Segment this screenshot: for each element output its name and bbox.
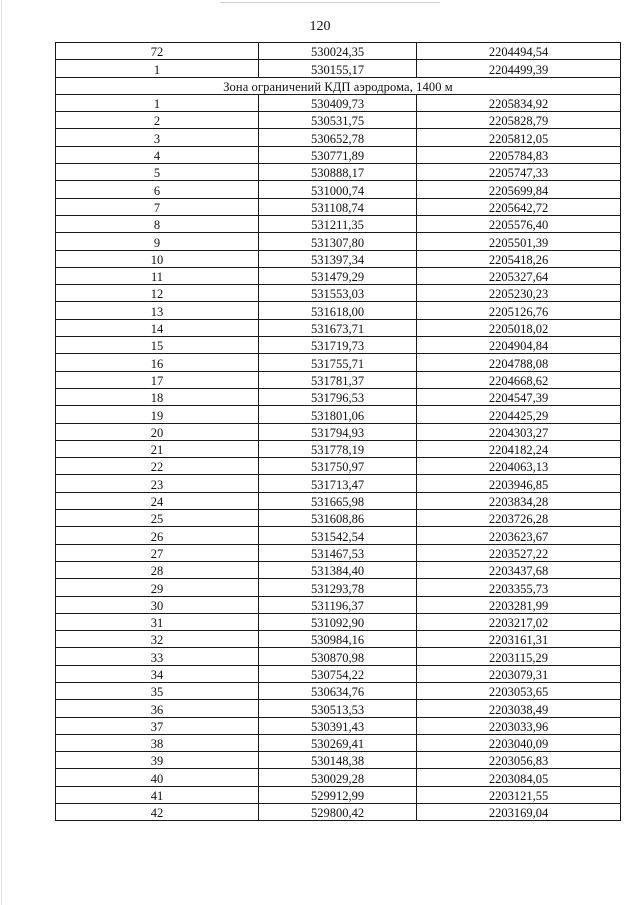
y-coordinate-cell: 2203281,99 xyxy=(417,596,621,613)
point-number-cell: 19 xyxy=(56,406,259,423)
table-row xyxy=(56,734,621,751)
y-coordinate-cell: 2204494,54 xyxy=(417,43,621,60)
x-coordinate-cell: 531618,00 xyxy=(259,302,417,319)
y-coordinate-cell: 2204788,08 xyxy=(417,354,621,371)
zone-title: Зона ограничений КДП аэродрома, 1400 м xyxy=(56,77,621,94)
table-row xyxy=(56,94,621,111)
point-number-cell: 35 xyxy=(56,682,259,699)
table-row xyxy=(56,665,621,682)
y-coordinate-cell: 2203040,09 xyxy=(417,734,621,751)
point-number-cell: 20 xyxy=(56,423,259,440)
point-number-cell: 42 xyxy=(56,804,259,821)
point-number-cell: 1 xyxy=(56,94,259,111)
y-coordinate-cell: 2204063,13 xyxy=(417,458,621,475)
table-row xyxy=(56,752,621,769)
table-row xyxy=(56,198,621,215)
table-row xyxy=(56,423,621,440)
x-coordinate-cell: 531092,90 xyxy=(259,613,417,630)
point-number-cell: 41 xyxy=(56,786,259,803)
x-coordinate-cell: 531778,19 xyxy=(259,440,417,457)
y-coordinate-cell: 2205642,72 xyxy=(417,198,621,215)
y-coordinate-cell: 2203033,96 xyxy=(417,717,621,734)
table-row xyxy=(56,181,621,198)
x-coordinate-cell: 530155,17 xyxy=(259,60,417,77)
x-coordinate-cell: 530409,73 xyxy=(259,94,417,111)
table-row xyxy=(56,302,621,319)
y-coordinate-cell: 2204182,24 xyxy=(417,440,621,457)
y-coordinate-cell: 2204547,39 xyxy=(417,388,621,405)
x-coordinate-cell: 531796,53 xyxy=(259,388,417,405)
y-coordinate-cell: 2204904,84 xyxy=(417,337,621,354)
x-coordinate-cell: 531801,06 xyxy=(259,406,417,423)
point-number-cell: 36 xyxy=(56,700,259,717)
table-row xyxy=(56,112,621,129)
point-number-cell: 1 xyxy=(56,60,259,77)
table-row xyxy=(56,510,621,527)
x-coordinate-cell: 530269,41 xyxy=(259,734,417,751)
point-number-cell: 29 xyxy=(56,579,259,596)
table-row xyxy=(56,60,621,77)
point-number-cell: 37 xyxy=(56,717,259,734)
point-number-cell: 22 xyxy=(56,458,259,475)
point-number-cell: 34 xyxy=(56,665,259,682)
x-coordinate-cell: 530984,16 xyxy=(259,631,417,648)
x-coordinate-cell: 531384,40 xyxy=(259,561,417,578)
point-number-cell: 8 xyxy=(56,215,259,232)
point-number-cell: 14 xyxy=(56,319,259,336)
x-coordinate-cell: 531397,34 xyxy=(259,250,417,267)
x-coordinate-cell: 529800,42 xyxy=(259,804,417,821)
y-coordinate-cell: 2205747,33 xyxy=(417,164,621,181)
y-coordinate-cell: 2203623,67 xyxy=(417,527,621,544)
table-row xyxy=(56,613,621,630)
x-coordinate-cell: 530754,22 xyxy=(259,665,417,682)
y-coordinate-cell: 2205812,05 xyxy=(417,129,621,146)
point-number-cell: 9 xyxy=(56,233,259,250)
y-coordinate-cell: 2203437,68 xyxy=(417,561,621,578)
y-coordinate-cell: 2204668,62 xyxy=(417,371,621,388)
table-row xyxy=(56,786,621,803)
y-coordinate-cell: 2203355,73 xyxy=(417,579,621,596)
y-coordinate-cell: 2204303,27 xyxy=(417,423,621,440)
x-coordinate-cell: 530531,75 xyxy=(259,112,417,129)
x-coordinate-cell: 531713,47 xyxy=(259,475,417,492)
point-number-cell: 16 xyxy=(56,354,259,371)
rows-zone xyxy=(56,94,621,820)
x-coordinate-cell: 530870,98 xyxy=(259,648,417,665)
y-coordinate-cell: 2203056,83 xyxy=(417,752,621,769)
x-coordinate-cell: 531000,74 xyxy=(259,181,417,198)
coordinates-table xyxy=(55,42,621,821)
point-number-cell: 11 xyxy=(56,267,259,284)
point-number-cell: 39 xyxy=(56,752,259,769)
table-row xyxy=(56,146,621,163)
point-number-cell: 12 xyxy=(56,285,259,302)
scan-left-edge xyxy=(1,0,2,905)
point-number-cell: 10 xyxy=(56,250,259,267)
y-coordinate-cell: 2203161,31 xyxy=(417,631,621,648)
zone-header-row xyxy=(56,77,621,94)
x-coordinate-cell: 530391,43 xyxy=(259,717,417,734)
x-coordinate-cell: 531719,73 xyxy=(259,337,417,354)
table-row xyxy=(56,164,621,181)
point-number-cell: 21 xyxy=(56,440,259,457)
point-number-cell: 5 xyxy=(56,164,259,181)
x-coordinate-cell: 530634,76 xyxy=(259,682,417,699)
point-number-cell: 38 xyxy=(56,734,259,751)
point-number-cell: 17 xyxy=(56,371,259,388)
point-number-cell: 23 xyxy=(56,475,259,492)
y-coordinate-cell: 2203084,05 xyxy=(417,769,621,786)
table-row xyxy=(56,319,621,336)
x-coordinate-cell: 531781,37 xyxy=(259,371,417,388)
point-number-cell: 24 xyxy=(56,492,259,509)
y-coordinate-cell: 2205418,26 xyxy=(417,250,621,267)
point-number-cell: 33 xyxy=(56,648,259,665)
y-coordinate-cell: 2205501,39 xyxy=(417,233,621,250)
y-coordinate-cell: 2203038,49 xyxy=(417,700,621,717)
y-coordinate-cell: 2204425,29 xyxy=(417,406,621,423)
y-coordinate-cell: 2203115,29 xyxy=(417,648,621,665)
table-row xyxy=(56,250,621,267)
table-row xyxy=(56,579,621,596)
y-coordinate-cell: 2203726,28 xyxy=(417,510,621,527)
x-coordinate-cell: 531467,53 xyxy=(259,544,417,561)
x-coordinate-cell: 531608,86 xyxy=(259,510,417,527)
point-number-cell: 72 xyxy=(56,43,259,60)
y-coordinate-cell: 2203053,65 xyxy=(417,682,621,699)
table-row xyxy=(56,215,621,232)
table-row xyxy=(56,561,621,578)
point-number-cell: 6 xyxy=(56,181,259,198)
point-number-cell: 13 xyxy=(56,302,259,319)
y-coordinate-cell: 2205126,76 xyxy=(417,302,621,319)
table-row xyxy=(56,43,621,60)
y-coordinate-cell: 2203121,55 xyxy=(417,786,621,803)
x-coordinate-cell: 530652,78 xyxy=(259,129,417,146)
table-row xyxy=(56,371,621,388)
point-number-cell: 3 xyxy=(56,129,259,146)
y-coordinate-cell: 2203079,31 xyxy=(417,665,621,682)
table-row xyxy=(56,700,621,717)
x-coordinate-cell: 531553,03 xyxy=(259,285,417,302)
point-number-cell: 2 xyxy=(56,112,259,129)
table-row xyxy=(56,648,621,665)
x-coordinate-cell: 529912,99 xyxy=(259,786,417,803)
x-coordinate-cell: 531750,97 xyxy=(259,458,417,475)
point-number-cell: 30 xyxy=(56,596,259,613)
x-coordinate-cell: 530024,35 xyxy=(259,43,417,60)
table-row xyxy=(56,233,621,250)
table-row xyxy=(56,440,621,457)
x-coordinate-cell: 531108,74 xyxy=(259,198,417,215)
y-coordinate-cell: 2204499,39 xyxy=(417,60,621,77)
x-coordinate-cell: 531211,35 xyxy=(259,215,417,232)
table-row xyxy=(56,267,621,284)
point-number-cell: 4 xyxy=(56,146,259,163)
table-row xyxy=(56,631,621,648)
y-coordinate-cell: 2203217,02 xyxy=(417,613,621,630)
y-coordinate-cell: 2205834,92 xyxy=(417,94,621,111)
table-row xyxy=(56,492,621,509)
x-coordinate-cell: 531479,29 xyxy=(259,267,417,284)
y-coordinate-cell: 2203527,22 xyxy=(417,544,621,561)
y-coordinate-cell: 2205828,79 xyxy=(417,112,621,129)
x-coordinate-cell: 531794,93 xyxy=(259,423,417,440)
y-coordinate-cell: 2205018,02 xyxy=(417,319,621,336)
point-number-cell: 25 xyxy=(56,510,259,527)
y-coordinate-cell: 2203834,28 xyxy=(417,492,621,509)
table-row xyxy=(56,717,621,734)
point-number-cell: 7 xyxy=(56,198,259,215)
table-row xyxy=(56,596,621,613)
x-coordinate-cell: 531673,71 xyxy=(259,319,417,336)
x-coordinate-cell: 531196,37 xyxy=(259,596,417,613)
x-coordinate-cell: 530513,53 xyxy=(259,700,417,717)
table-row xyxy=(56,406,621,423)
x-coordinate-cell: 530029,28 xyxy=(259,769,417,786)
y-coordinate-cell: 2205576,40 xyxy=(417,215,621,232)
table-row xyxy=(56,337,621,354)
table-row xyxy=(56,388,621,405)
y-coordinate-cell: 2203169,04 xyxy=(417,804,621,821)
table-row xyxy=(56,458,621,475)
table-row xyxy=(56,682,621,699)
y-coordinate-cell: 2205699,84 xyxy=(417,181,621,198)
x-coordinate-cell: 531665,98 xyxy=(259,492,417,509)
point-number-cell: 26 xyxy=(56,527,259,544)
point-number-cell: 18 xyxy=(56,388,259,405)
y-coordinate-cell: 2203946,85 xyxy=(417,475,621,492)
point-number-cell: 28 xyxy=(56,561,259,578)
table-row xyxy=(56,804,621,821)
x-coordinate-cell: 531755,71 xyxy=(259,354,417,371)
table-row xyxy=(56,129,621,146)
table-row xyxy=(56,354,621,371)
x-coordinate-cell: 530148,38 xyxy=(259,752,417,769)
y-coordinate-cell: 2205327,64 xyxy=(417,267,621,284)
zone-header-group xyxy=(56,77,621,94)
y-coordinate-cell: 2205784,83 xyxy=(417,146,621,163)
table-row xyxy=(56,527,621,544)
scan-top-edge xyxy=(220,2,440,3)
point-number-cell: 15 xyxy=(56,337,259,354)
rows-before-zone xyxy=(56,43,621,78)
table-row xyxy=(56,285,621,302)
x-coordinate-cell: 530888,17 xyxy=(259,164,417,181)
x-coordinate-cell: 530771,89 xyxy=(259,146,417,163)
page-number: 120 xyxy=(309,19,331,34)
x-coordinate-cell: 531542,54 xyxy=(259,527,417,544)
x-coordinate-cell: 531307,80 xyxy=(259,233,417,250)
point-number-cell: 27 xyxy=(56,544,259,561)
table-row xyxy=(56,544,621,561)
y-coordinate-cell: 2205230,23 xyxy=(417,285,621,302)
point-number-cell: 31 xyxy=(56,613,259,630)
table-row xyxy=(56,769,621,786)
x-coordinate-cell: 531293,78 xyxy=(259,579,417,596)
point-number-cell: 32 xyxy=(56,631,259,648)
point-number-cell: 40 xyxy=(56,769,259,786)
table-row xyxy=(56,475,621,492)
